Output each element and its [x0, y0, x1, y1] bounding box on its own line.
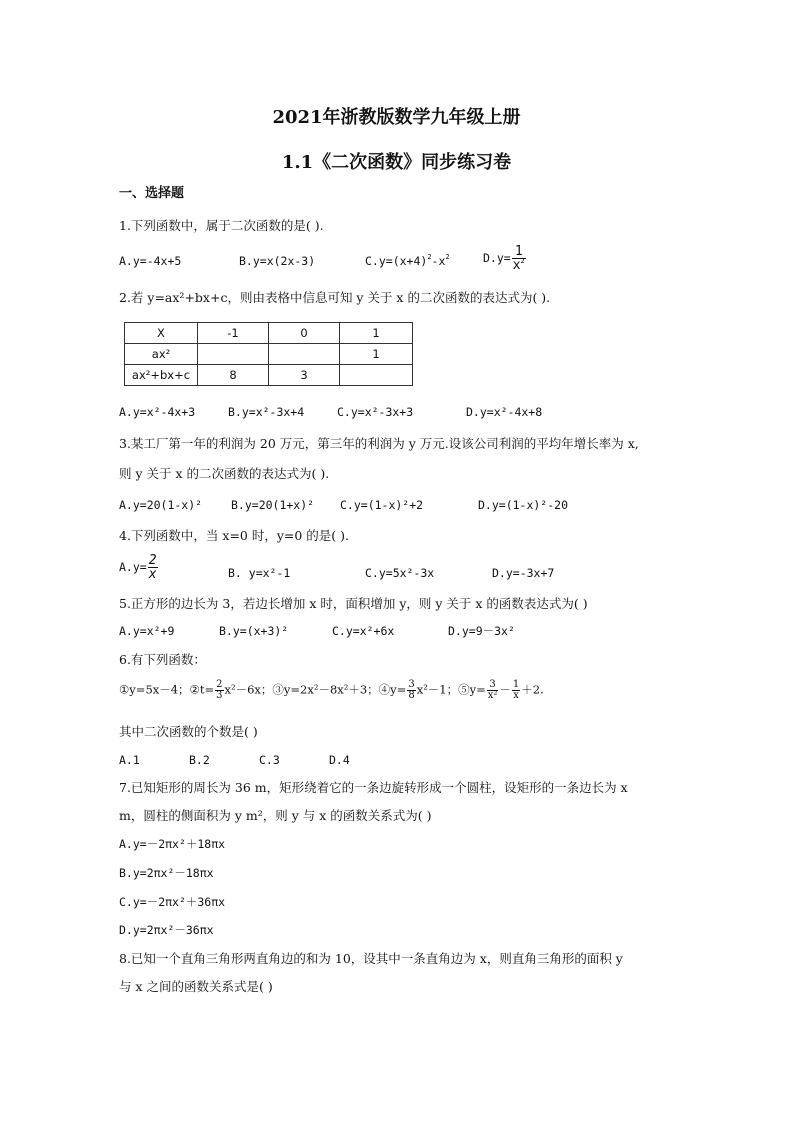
- q3-option-d: D.y=(1-x)²-20: [478, 498, 569, 512]
- question-2-stem: 2.若 y=ax²+bx+c，则由表格中信息可知 y 关于 x 的二次函数的表达式为( ).: [119, 290, 551, 305]
- q4-option-b: B. y=x²-1: [228, 566, 291, 580]
- table-cell: 8: [198, 365, 269, 386]
- q2-option-d: D.y=x²-4x+8: [466, 405, 543, 419]
- table-row: [125, 365, 413, 386]
- table-row: [125, 323, 413, 344]
- q5-option-d: D.y=9－3x²: [448, 624, 515, 638]
- q7-option-a: A.y=－2πx²＋18πx: [119, 837, 226, 851]
- q6-function-list: ①y=5x－4；②t= $\frac{2}{3}$ x²－6x；③y=2x²－8x²＋3；④y= $\frac{3}{8}$ x²－1；⑤y= $\frac{3}{\text{x²}}$ － $\frac{1}{x}$ ＋2.: [119, 679, 544, 701]
- table-cell: 0: [269, 323, 340, 344]
- question-7-stem-line1: 7.已知矩形的周长为 36 m，矩形绕着它的一条边旋转形成一个圆柱，设矩形的一条边长为 x: [119, 780, 628, 795]
- q7-option-b: B.y=2πx²－18πx: [119, 866, 214, 880]
- table-cell: 1: [340, 323, 413, 344]
- question-5-stem: 5.正方形的边长为 3，若边长增加 x 时，面积增加 y，则 y 关于 x 的函数表达式为( ): [119, 596, 588, 611]
- q1-option-b: B.y=x(2x-3): [239, 254, 316, 268]
- table-cell: ax²: [125, 344, 198, 365]
- q3-option-c: C.y=(1-x)²+2: [340, 498, 424, 512]
- table-row: [125, 344, 413, 365]
- q5-option-b: B.y=(x+3)²: [219, 624, 289, 638]
- question-3-stem-line1: 3.某工厂第一年的利润为 20 万元，第三年的利润为 y 万元.设该公司利润的平均年增长率为 x,: [119, 436, 639, 451]
- q4-option-a: A.y= $\frac{2}{x}$: [119, 553, 157, 582]
- q2-option-b: B.y=x²-3x+4: [228, 405, 305, 419]
- page-subtitle: 1.1《二次函数》同步练习卷: [281, 152, 512, 173]
- question-3-stem-line2: 则 y 关于 x 的二次函数的表达式为( ).: [119, 466, 330, 481]
- question-7-stem-line2: m，圆柱的侧面积为 y m²，则 y 与 x 的函数关系式为( ): [119, 808, 432, 823]
- q6-option-c: C.3: [259, 753, 280, 767]
- table-cell: [340, 365, 413, 386]
- q3-option-b: B.y=20(1+x)²: [231, 498, 315, 512]
- table-cell: ax²+bx+c: [125, 365, 198, 386]
- q2-table: [124, 322, 413, 386]
- q7-option-c: C.y=－2πx²＋36πx: [119, 895, 226, 909]
- q6-option-d: D.4: [329, 753, 350, 767]
- table-cell: 3: [269, 365, 340, 386]
- table-cell: X: [125, 323, 198, 344]
- q3-option-a: A.y=20(1-x)²: [119, 498, 203, 512]
- table-cell: [198, 344, 269, 365]
- q5-option-a: A.y=x²+9: [119, 624, 175, 638]
- question-6-question: 其中二次函数的个数是( ): [119, 724, 258, 739]
- q2-option-a: A.y=x²-4x+3: [119, 405, 196, 419]
- table-cell: -1: [198, 323, 269, 344]
- page-title: 2021年浙教版数学九年级上册: [272, 107, 521, 128]
- question-4-stem: 4.下列函数中，当 x=0 时，y=0 的是( ).: [119, 528, 350, 543]
- q4-option-c: C.y=5x²-3x: [365, 566, 435, 580]
- section-heading: 一、选择题: [119, 186, 185, 201]
- q5-option-c: C.y=x²+6x: [332, 624, 395, 638]
- question-8-stem-line2: 与 x 之间的函数关系式是( ): [119, 979, 273, 994]
- question-6-stem: 6.有下列函数：: [119, 652, 206, 667]
- q7-option-d: D.y=2πx²－36πx: [119, 923, 214, 937]
- q1-option-a: A.y=-4x+5: [119, 254, 182, 268]
- q6-option-a: A.1: [119, 753, 140, 767]
- question-1-stem: 1.下列函数中，属于二次函数的是( ).: [119, 218, 324, 233]
- q2-option-c: C.y=x²-3x+3: [337, 405, 414, 419]
- q1-option-d: D.y= $\frac{1}{x^2}$: [483, 244, 525, 273]
- table-cell: [269, 344, 340, 365]
- q4-option-d: D.y=-3x+7: [492, 566, 555, 580]
- table-cell: 1: [340, 344, 413, 365]
- q1-option-c: $C.y=(x+4)^2-x^2$: [365, 253, 450, 268]
- question-8-stem-line1: 8.已知一个直角三角形两直角边的和为 10，设其中一条直角边为 x，则直角三角形的面积 y: [119, 951, 623, 966]
- q6-option-b: B.2: [189, 753, 210, 767]
